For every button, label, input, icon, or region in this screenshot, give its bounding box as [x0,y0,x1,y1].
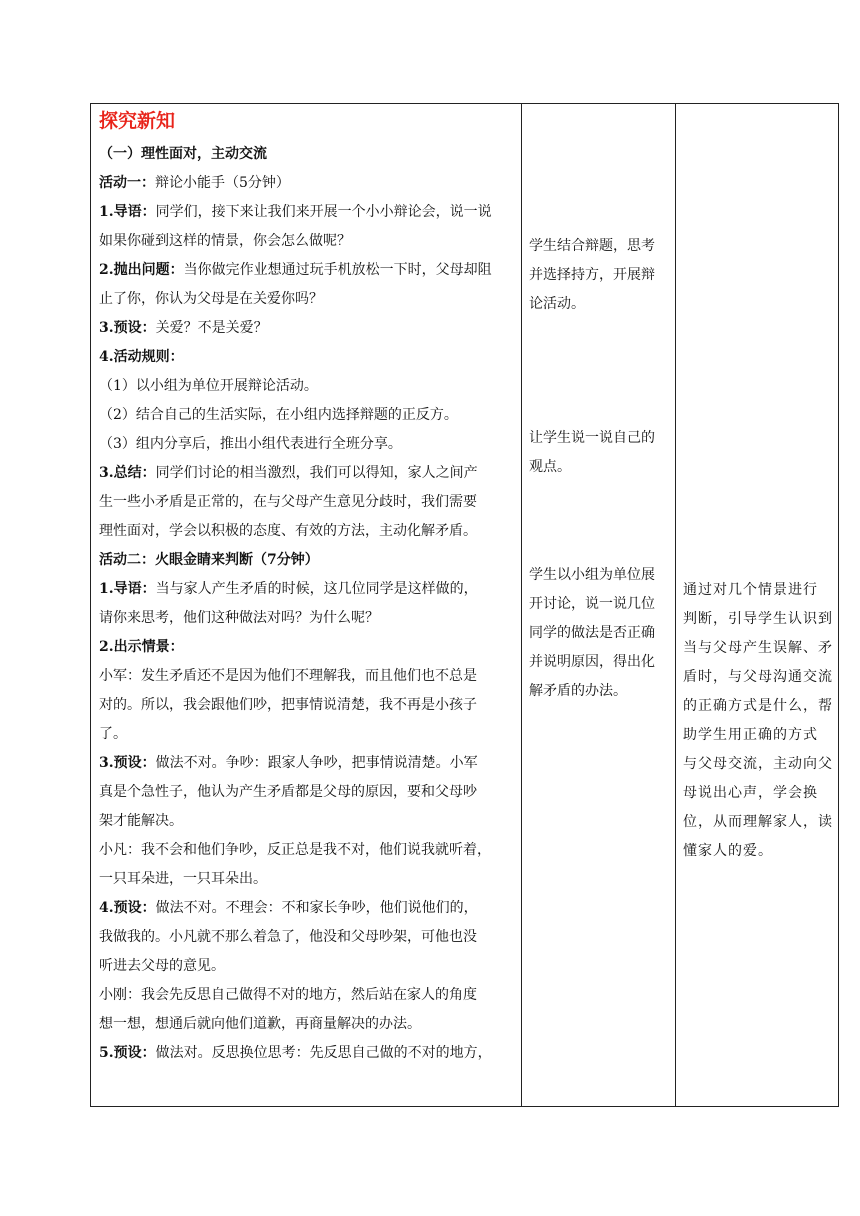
content-line-text: 同学们，接下来让我们来开展一个小小辩论会，说一说 [155,204,492,220]
content-line [99,865,521,894]
content-line-text: 对的。所以，我会跟他们吵，把事情说清楚，我不再是小孩子 [99,697,477,713]
content-line [99,807,521,836]
content-line [99,749,521,778]
content-line-bold-label: 活动一： [99,175,155,191]
content-line-bold-label: 5.预设： [99,1045,156,1061]
content-line-text: 辩论小能手（5分钟） [155,175,290,191]
content-line-bold-label: 3.预设： [99,320,156,336]
content-line [99,952,521,981]
student-activity-line: 并说明原因，得出化 [529,654,655,670]
design-intent-line: 通过对几个情景进行 [683,582,818,598]
content-line [99,285,521,314]
content-line [99,720,521,749]
content-line [99,923,521,952]
content-line [99,314,521,343]
content-line [99,459,521,488]
design-intent-column [683,576,833,866]
content-line-text: 一只耳朵进，一只耳朵出。 [99,871,267,887]
content-line-text: 当你做完作业想通过玩手机放松一下时，父母却阻 [183,262,492,278]
design-intent-line: 与父母交流，主动向父 [683,756,833,772]
content-line [99,140,521,169]
design-intent-line: 母说出心声，学会换 [683,785,818,801]
student-activity-block-2 [529,424,679,482]
content-line [99,836,521,865]
content-line-bold-label: 2.出示情景： [99,639,184,655]
student-activity-line: 论活动。 [529,296,585,312]
content-line-text: 生一些小矛盾是正常的，在与父母产生意见分歧时，我们需要 [99,494,477,510]
content-line [99,546,521,575]
content-line-text: 同学们讨论的相当激烈，我们可以得知，家人之间产 [155,465,478,481]
design-intent-line: 懂家人的爱。 [683,843,773,859]
teaching-content-lines [99,140,521,1068]
content-line-bold-label: 1.导语： [99,204,156,220]
content-line [99,1039,521,1068]
content-line-text: 小凡：我不会和他们争吵，反正总是我不对，他们说我就听着， [99,842,491,858]
content-line [99,401,521,430]
student-activity-line: 同学的做法是否正确 [529,625,655,641]
content-line [99,1010,521,1039]
content-line [99,604,521,633]
content-line-bold-label: 4.活动规则： [99,349,184,365]
content-line [99,198,521,227]
content-line [99,227,521,256]
content-line [99,517,521,546]
content-line-text: 架才能解决。 [99,813,183,829]
content-line-bold-label: 活动二：火眼金睛来判断（7分钟） [99,552,319,568]
content-line [99,488,521,517]
student-activity-line: 开讨论，说一说几位 [529,596,655,612]
content-line [99,430,521,459]
content-line [99,372,521,401]
design-intent-line: 助学生用正确的方式 [683,727,818,743]
content-line [99,575,521,604]
design-intent-line: 的正确方式是什么，帮 [683,698,833,714]
content-line-text: 止了你，你认为父母是在关爱你吗？ [99,291,323,307]
content-line [99,662,521,691]
content-line-text: （1）以小组为单位开展辩论活动。 [99,378,318,394]
student-activity-line: 让学生说一说自己的 [529,430,655,446]
content-line-text: 听进去父母的意见。 [99,958,225,974]
content-line-text: 理性面对，学会以积极的态度、有效的方法，主动化解矛盾。 [99,523,477,539]
student-activity-line: 解矛盾的办法。 [529,683,627,699]
content-line [99,778,521,807]
content-line-text: 做法不对。争吵：跟家人争吵，把事情说清楚。小军 [155,755,478,771]
design-intent-line: 位，从而理解家人，读 [683,814,833,830]
content-line-text: 请你来思考，他们这种做法对吗？为什么呢？ [99,610,379,626]
content-line [99,981,521,1010]
content-line-text: 想一想，想通后就向他们道歉，再商量解决的办法。 [99,1016,421,1032]
column-divider-1 [521,104,522,1106]
student-activity-line: 并选择持方，开展辩 [529,267,655,283]
design-intent-line: 盾时，与父母沟通交流 [683,669,833,685]
content-line-text: 做法不对。不理会：不和家长争吵，他们说他们的， [155,900,478,916]
content-line [99,343,521,372]
content-line-text: 做法对。反思换位思考：先反思自己做的不对的地方， [155,1045,492,1061]
content-line-bold-label: 2.抛出问题： [99,262,184,278]
content-line-text: 当与家人产生矛盾的时候，这几位同学是这样做的， [155,581,478,597]
content-line-text: 小军：发生矛盾还不是因为他们不理解我，而且他们也不总是 [99,668,477,684]
content-line-bold-label: 4.预设： [99,900,156,916]
content-line [99,169,521,198]
student-activity-block-1 [529,232,679,319]
content-line-text: 了。 [99,726,127,742]
content-line-text: 真是个急性子，他认为产生矛盾都是父母的原因，要和父母吵 [99,784,477,800]
content-line-bold-label: （一）理性面对，主动交流 [99,146,267,162]
content-line-text: 小刚：我会先反思自己做得不对的地方，然后站在家人的角度 [99,987,477,1003]
content-line [99,894,521,923]
content-line-bold-label: 1.导语： [99,581,156,597]
design-intent-line: 当与父母产生误解、矛 [683,640,833,656]
content-line-bold-label: 3.预设： [99,755,156,771]
content-line-text: 关爱？不是关爱？ [155,320,268,336]
content-line [99,691,521,720]
content-line-text: 我做我的。小凡就不那么着急了，他没和父母吵架，可他也没 [99,929,477,945]
student-activity-line: 学生结合辩题，思考 [529,238,655,254]
section-heading: 探究新知 [99,110,176,132]
student-activity-block-3 [529,561,679,706]
teaching-content-column [91,104,521,1068]
content-line-bold-label: 3.总结： [99,465,156,481]
content-line [99,633,521,662]
lesson-plan-table [90,103,839,1107]
content-line-text: （2）结合自己的生活实际，在小组内选择辩题的正反方。 [99,407,458,423]
design-intent-line: 判断，引导学生认识到 [683,611,833,627]
content-line-text: （3）组内分享后，推出小组代表进行全班分享。 [99,436,402,452]
content-line [99,256,521,285]
student-activity-line: 学生以小组为单位展 [529,567,655,583]
student-activity-line: 观点。 [529,459,571,475]
content-line-text: 如果你碰到这样的情景，你会怎么做呢？ [99,233,351,249]
